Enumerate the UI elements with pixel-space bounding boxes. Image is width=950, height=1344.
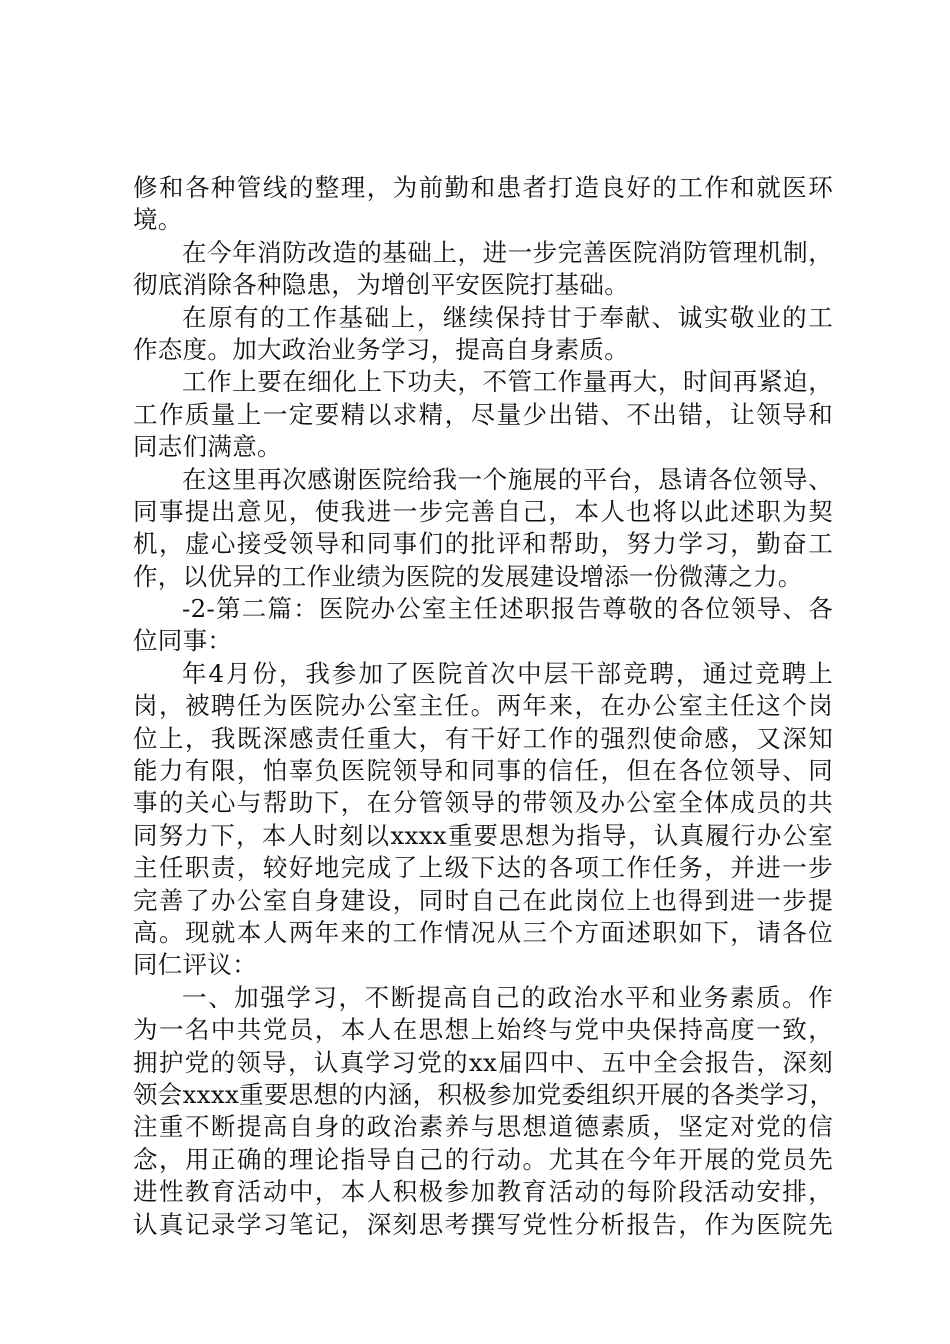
- text-line: 认真记录学习笔记，深刻思考撰写党性分析报告，作为医院先: [133, 1209, 833, 1239]
- text-line: 工作上要在细化上下功夫，不管工作量再大，时间再紧迫，: [182, 367, 833, 397]
- text-line: 在这里再次感谢医院给我一个施展的平台，恳请各位领导、: [182, 464, 833, 494]
- text-line: 念，用正确的理论指导自己的行动。尤其在今年开展的党员先: [133, 1144, 833, 1174]
- text-line: 彻底消除各种隐患，为增创平安医院打基础。: [133, 270, 629, 300]
- text-line: 作，以优异的工作业绩为医院的发展建设增添一份微薄之力。: [133, 561, 803, 591]
- text-line: 位同事：: [133, 626, 233, 656]
- text-line: 为一名中共党员，本人在思想上始终与党中央保持高度一致，: [133, 1015, 833, 1045]
- text-line: 完善了办公室自身建设，同时自己在此岗位上也得到进一步提: [133, 885, 833, 915]
- text-line: 主任职责，较好地完成了上级下达的各项工作任务，并进一步: [133, 853, 833, 883]
- text-line: 境。: [133, 205, 183, 235]
- text-line: 同志们满意。: [133, 432, 282, 462]
- text-line: 岗，被聘任为医院办公室主任。两年来，在办公室主任这个岗: [133, 691, 833, 721]
- text-line: 一、加强学习，不断提高自己的政治水平和业务素质。作: [182, 982, 833, 1012]
- text-line: -2-第二篇：医院办公室主任述职报告尊敬的各位领导、各: [182, 594, 833, 624]
- text-line: 年4月份，我参加了医院首次中层干部竞聘，通过竞聘上: [182, 658, 833, 688]
- text-line: 作态度。加大政治业务学习，提高自身素质。: [133, 334, 629, 364]
- text-line: 在今年消防改造的基础上，进一步完善医院消防管理机制，: [182, 237, 833, 267]
- text-line: 同仁评议：: [133, 950, 257, 980]
- text-line: 工作质量上一定要精以求精，尽量少出错、不出错，让领导和: [133, 399, 833, 429]
- body-text: [133, 172, 833, 1241]
- text-line: 修和各种管线的整理，为前勤和患者打造良好的工作和就医环: [133, 173, 833, 202]
- text-line: 同努力下，本人时刻以xxxx重要思想为指导，认真履行办公室: [133, 820, 833, 850]
- text-line: 拥护党的领导，认真学习党的xx届四中、五中全会报告，深刻: [133, 1047, 833, 1077]
- text-line: 机，虚心接受领导和同事们的批评和帮助，努力学习，勤奋工: [133, 529, 833, 559]
- text-line: 能力有限，怕辜负医院领导和同事的信任，但在各位领导、同: [133, 756, 833, 786]
- text-line: 位上，我既深感责任重大，有干好工作的强烈使命感，又深知: [133, 723, 833, 753]
- text-line: 领会xxxx重要思想的内涵，积极参加党委组织开展的各类学习，: [133, 1079, 835, 1109]
- text-line: 进性教育活动中，本人积极参加教育活动的每阶段活动安排，: [133, 1177, 833, 1207]
- text-line: 注重不断提高自身的政治素养与思想道德素质，坚定对党的信: [133, 1112, 833, 1142]
- text-line: 事的关心与帮助下，在分管领导的带领及办公室全体成员的共: [133, 788, 833, 818]
- text-line: 高。现就本人两年来的工作情况从三个方面述职如下，请各位: [133, 917, 833, 947]
- text-line: 同事提出意见，使我进一步完善自己，本人也将以此述职为契: [133, 496, 833, 526]
- text-line: 在原有的工作基础上，继续保持甘于奉献、诚实敬业的工: [182, 302, 833, 332]
